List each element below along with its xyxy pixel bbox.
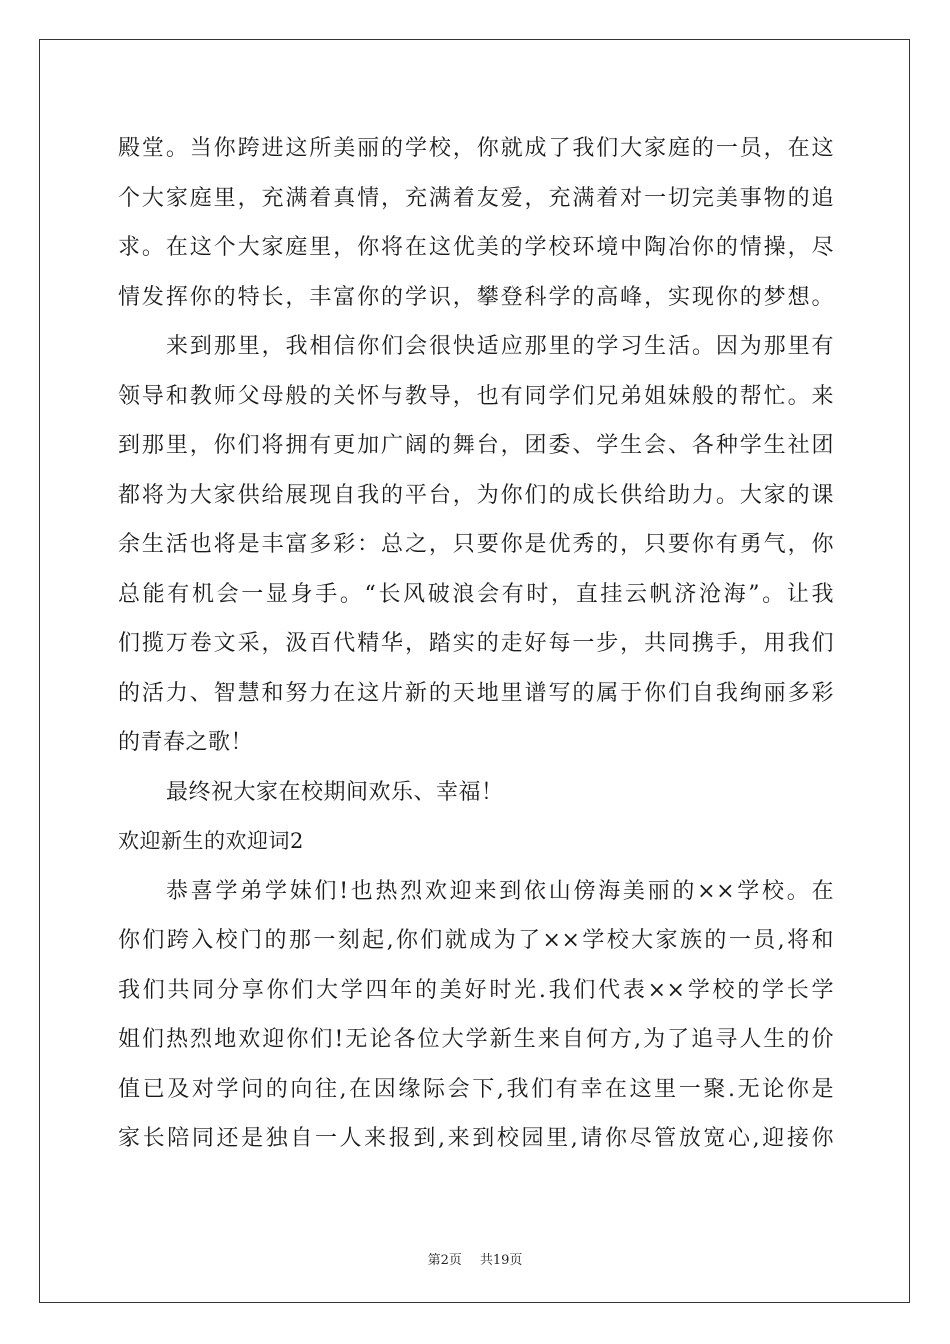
page-total: 共19页 bbox=[479, 1253, 523, 1268]
text-line: 余生活也将是丰富多彩：总之，只要你是优秀的，只要你有勇气，你 bbox=[118, 532, 834, 557]
text-line: 姐们热烈地欢迎你们!无论各位大学新生来自何方,为了追寻人生的价 bbox=[118, 1027, 834, 1052]
text-line: 总能有机会一显身手。“长风破浪会有时，直挂云帆济沧海”。让我 bbox=[118, 581, 834, 607]
text-line: 值已及对学问的向往,在因缘际会下,我们有幸在这里一聚.无论你是 bbox=[118, 1076, 834, 1102]
text-line: 求。在这个大家庭里，你将在这优美的学校环境中陶冶你的情操，尽 bbox=[118, 235, 834, 260]
text-line: 家长陪同还是独自一人来报到,来到校园里,请你尽管放宽心,迎接你 bbox=[118, 1126, 834, 1151]
text-line: 的活力、智慧和努力在这片新的天地里谱写的属于你们自我绚丽多彩 bbox=[118, 680, 834, 706]
text-line: 你们跨入校门的那一刻起,你们就成为了××学校大家族的一员,将和 bbox=[118, 928, 834, 953]
text-line: 个大家庭里，充满着真情，充满着友爱，充满着对一切完美事物的追 bbox=[118, 185, 834, 211]
text-line: 都将为大家供给展现自我的平台，为你们的成长供给助力。大家的课 bbox=[118, 482, 834, 508]
text-line: 我们共同分享你们大学四年的美好时光.我们代表××学校的学长学 bbox=[118, 977, 834, 1003]
page-footer bbox=[0, 1249, 950, 1268]
text-line: 最终祝大家在校期间欢乐、幸福！ bbox=[166, 779, 504, 805]
text-line: 们揽万卷文采，汲百代精华，踏实的走好每一步，共同携手，用我们 bbox=[118, 631, 834, 656]
section-heading: 欢迎新生的欢迎词2 bbox=[118, 829, 304, 853]
document-body bbox=[118, 124, 834, 1164]
text-line: 来到那里，我相信你们会很快适应那里的学习生活。因为那里有 bbox=[166, 334, 834, 359]
text-line: 领导和教师父母般的关怀与教导，也有同学们兄弟姐妹般的帮忙。来 bbox=[118, 383, 834, 409]
text-line: 殿堂。当你跨进这所美丽的学校，你就成了我们大家庭的一员，在这 bbox=[118, 136, 834, 161]
text-line: 恭喜学弟学妹们!也热烈欢迎来到依山傍海美丽的××学校。在 bbox=[166, 878, 834, 904]
text-line: 的青春之歌！ bbox=[118, 730, 254, 755]
text-line: 情发挥你的特长，丰富你的学识，攀登科学的高峰，实现你的梦想。 bbox=[118, 284, 834, 310]
page-number: 第2页 bbox=[427, 1253, 462, 1268]
text-line: 到那里，你们将拥有更加广阔的舞台，团委、学生会、各种学生社团 bbox=[118, 433, 834, 458]
